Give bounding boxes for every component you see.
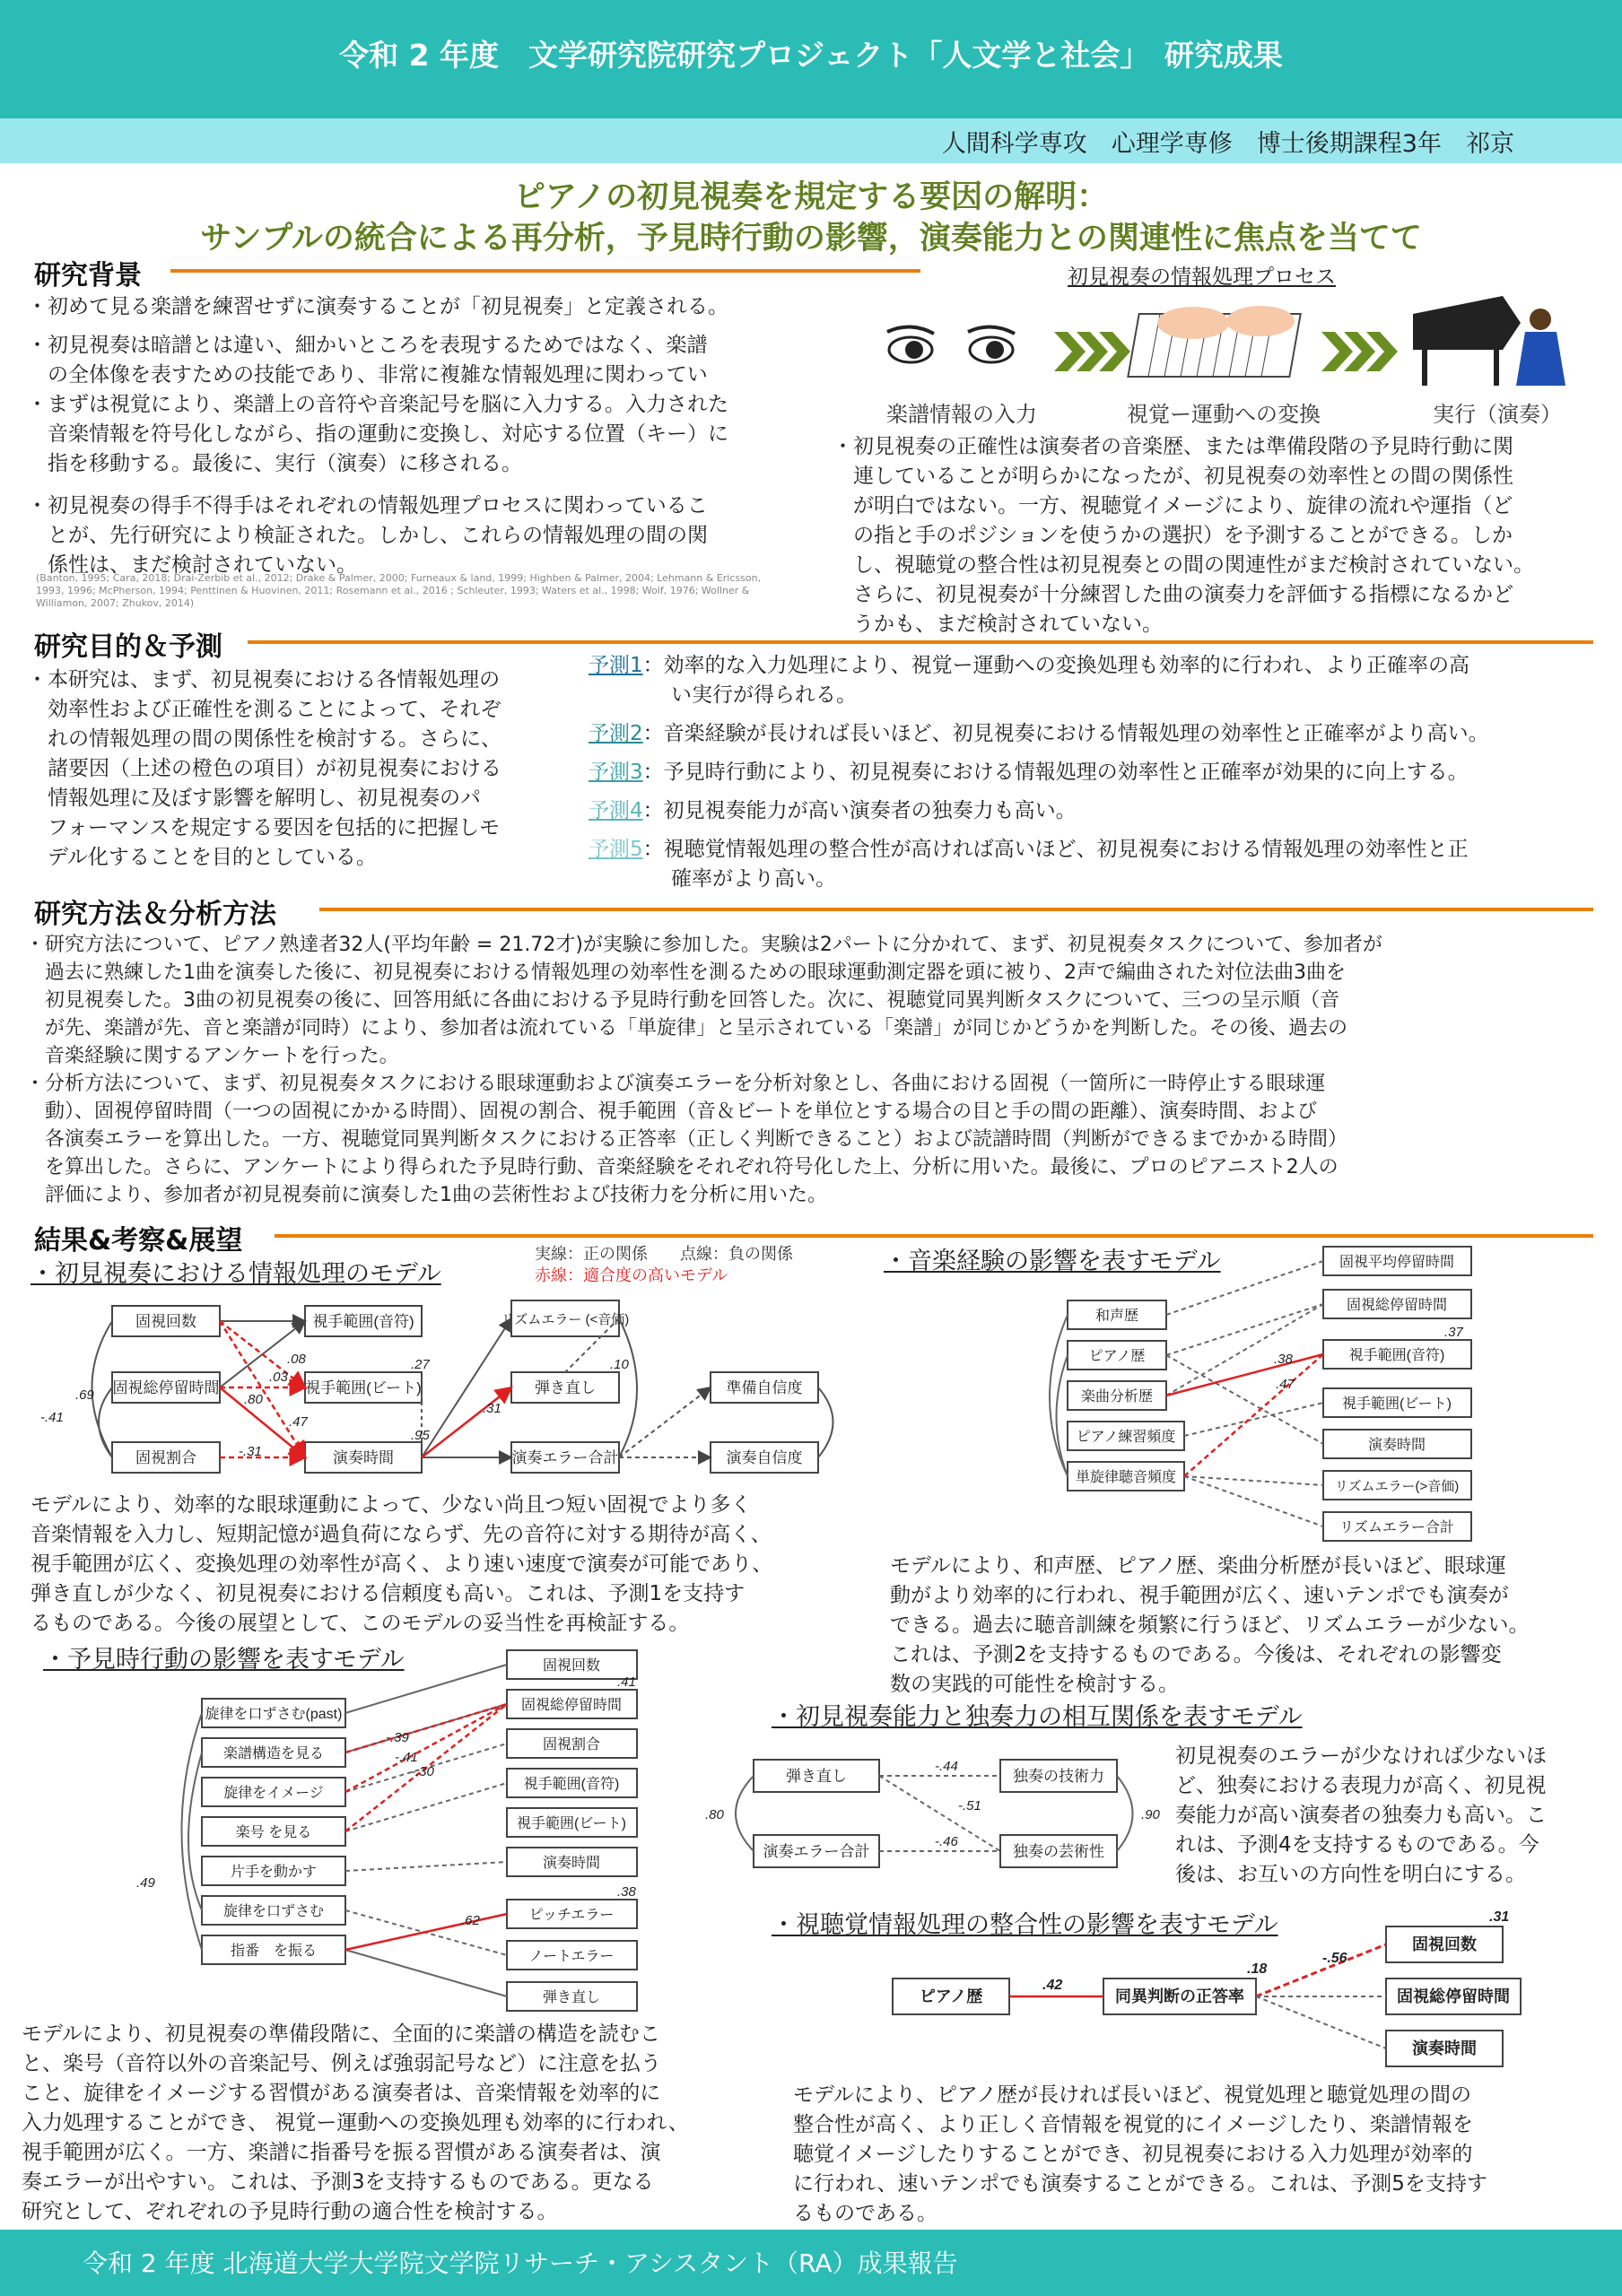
svg-text:-.41: -.41 <box>395 1750 418 1765</box>
svg-text:.38: .38 <box>617 1884 636 1900</box>
svg-text:.41: .41 <box>617 1674 636 1690</box>
svg-text:-.51: -.51 <box>958 1798 981 1813</box>
m1-node: 固視総停留時間 <box>112 1379 220 1396</box>
svg-text:.47: .47 <box>1276 1377 1295 1392</box>
section-rule <box>170 269 920 273</box>
m1-node: 弾き直し <box>535 1379 596 1396</box>
model3-text: モデルにより、初見視奏の準備段階に、全面的に楽譜の構造を読むこ と、楽号（音符以外の音楽記号、例えば強弱記号など）に注意を払う こと、旋律をイメージする習慣がある演奏者は、音楽情報を効率的に 入力処理することができ、 視覚ー運動への変換処理も効率的に行われ、 視手範囲が広く。一方、楽譜に指番号を振る習慣がある演奏者は、演 奏エラーが出やすい。これは、予測3を支持するものである。更なる 研究として、ぞれぞれの予見時行動の適合性を検討する。 <box>22 2022 689 2223</box>
svg-text:.37: .37 <box>1444 1325 1463 1340</box>
header-title: 令和 2 年度 文学研究院研究プロジェクト「人文学と社会」 研究成果 <box>339 38 1283 73</box>
footer-text: 令和 2 年度 北海道大学大学院文学院リサーチ・アシスタント（RA）成果報告 <box>83 2248 958 2278</box>
model3-title: ・予見時行動の影響を表すモデル <box>43 1646 405 1674</box>
svg-text:.49: .49 <box>136 1875 155 1891</box>
svg-text:-.39: -.39 <box>386 1730 409 1745</box>
svg-text:固視総停留時間: 固視総停留時間 <box>1397 1987 1510 2005</box>
svg-text:独奏の技術力: 独奏の技術力 <box>1013 1768 1104 1785</box>
purpose-text: ・本研究は、まず、初見視奏における各情報処理の 効率性および正確性を測ることによって、それぞ れの情報処理の間の関係性を検討する。さらに、 諸要因（上述の橙色の項目）が初見視奏における 情報処理に及ぼす影響を解明し、初見視奏のパ フォーマンスを規定する要因を包括的に把握しモ デル化することを目的としている。 <box>27 668 501 869</box>
svg-text:.18: .18 <box>1247 1961 1268 1977</box>
svg-text:演奏エラー合計: 演奏エラー合計 <box>763 1843 870 1860</box>
m1-node: 固視割合 <box>135 1449 196 1466</box>
model2-text: モデルにより、和声歴、ピアノ歴、楽曲分析歴が長いほど、眼球運 動がより効率的に行われ、視手範囲が広く、速いテンポでも演奏が できる。過去に聴音訓練を頻繁に行うほど、リズムエラーが少ない。 これは、予測2を支持するものである。今後は、それぞれの影響変 数の実践的可能性を検討する。 <box>890 1554 1530 1696</box>
svg-text:.27: .27 <box>411 1357 430 1372</box>
svg-text:.08: .08 <box>287 1352 306 1367</box>
section-heading-purpose: 研究目的＆予測 <box>34 631 222 663</box>
model5-text: モデルにより、ピアノ歴が長ければ長いほど、視覚処理と聴覚処理の間の 整合性が高く、より正しく音情報を視覚的にイメージしたり、楽譜情報を 聴覚イメージしたりすることができ、初見視奏における入力処理が効率的 に行われ、速いテンポでも演奏することができる。これは、予測5を支持す るものである。 <box>793 2083 1487 2225</box>
svg-text:弾き直し: 弾き直し <box>786 1768 847 1785</box>
svg-text:独奏の芸術性: 独奏の芸術性 <box>1013 1843 1104 1860</box>
process-caption-execute: 実行（演奏） <box>1433 402 1562 427</box>
svg-text:楽譜構造を見る: 楽譜構造を見る <box>222 1746 325 1761</box>
svg-text:楽曲分析歴: 楽曲分析歴 <box>1080 1389 1154 1405</box>
svg-text:片手を動かす: 片手を動かす <box>230 1865 318 1880</box>
svg-text:.80: .80 <box>705 1807 724 1822</box>
eyes-icon <box>887 326 1015 362</box>
background-text: ・初めて見る楽譜を練習せずに演奏することが「初見視奏」と定義される。 ・初見視奏は暗譜とは違い、細かいところを表現するためではなく、楽譜 の全体像を表すための技能であり、非常に複雑な情報処理に関わってい ・まずは視覚により、楽譜上の音符や音楽記号を脳に入力する。入力された 音楽情報を符号化しながら、指の運動に変換し、対応する位置（キー）に 指を移動する。最後に、実行（演奏）に移される。 ・初見視奏の得手不得手はそれぞれの情報処理プロセスに関わっているこ とが、先行研究により検証された。しかし、これらの情報処理の間の関 係性は、まだ検討されていない。 <box>27 295 728 577</box>
poster-title-line1: ピアノの初見視奏を規定する要因の解明： <box>513 179 1109 215</box>
model2-title: ・音楽経験の影響を表すモデル <box>884 1248 1221 1275</box>
process-illustration <box>875 287 1610 395</box>
legend-red-line: 赤線：適合度の高いモデル <box>535 1266 728 1285</box>
svg-text:-.56: -.56 <box>1322 1951 1347 1966</box>
svg-text:.10: .10 <box>610 1357 629 1372</box>
svg-text:ピアノ歴: ピアノ歴 <box>1088 1349 1146 1364</box>
svg-text:固視割合: 固視割合 <box>542 1737 601 1752</box>
model2-diagram <box>1023 1238 1489 1552</box>
svg-text:.31: .31 <box>483 1401 501 1416</box>
svg-text:演奏時間: 演奏時間 <box>542 1856 601 1871</box>
svg-text:視手範囲(ビート): 視手範囲(ビート) <box>1341 1396 1452 1412</box>
svg-text:視手範囲(音符): 視手範囲(音符) <box>1348 1348 1445 1363</box>
model1-diagram <box>36 1292 861 1489</box>
svg-text:ピッチエラー: ピッチエラー <box>528 1908 615 1923</box>
process-caption-convert: 視覚ー運動への変換 <box>1127 402 1321 427</box>
model5-diagram <box>879 1910 1543 2081</box>
svg-text:ピアノ練習頻度: ピアノ練習頻度 <box>1076 1430 1176 1445</box>
svg-text:和声歴: 和声歴 <box>1094 1309 1139 1324</box>
m1-node: 演奏エラー合計 <box>511 1449 619 1466</box>
svg-text:旋律をイメージ: 旋律をイメージ <box>223 1786 324 1801</box>
piano-hands-icon <box>1128 306 1300 377</box>
svg-text:.80: .80 <box>244 1392 263 1407</box>
svg-text:.62: .62 <box>461 1913 480 1928</box>
svg-text:楽号 を見る: 楽号 を見る <box>235 1825 312 1840</box>
model5-title: ・視聴覚情報処理の整合性の影響を表すモデル <box>772 1911 1278 1939</box>
svg-text:固視回数: 固視回数 <box>1412 1935 1477 1953</box>
svg-text:.03: .03 <box>269 1370 288 1385</box>
process-caption-input: 楽譜情報の入力 <box>886 402 1037 427</box>
svg-text:指番 を振る: 指番 を振る <box>230 1944 318 1959</box>
svg-text:同異判断の正答率: 同異判断の正答率 <box>1115 1987 1244 2005</box>
svg-text:視手範囲(音符): 視手範囲(音符) <box>523 1777 620 1792</box>
section-heading-method: 研究方法＆分析方法 <box>34 899 276 930</box>
svg-text:-.41: -.41 <box>40 1410 64 1425</box>
svg-text:.95: .95 <box>411 1428 430 1443</box>
svg-text:-.44: -.44 <box>935 1759 958 1774</box>
references: (Banton, 1995; Cara, 2018; Drai-Zerbib et al., 2012; Drake & Palmer, 2000; Furneaux & land, 1999; Highben & Palmer, 2004; Lehmann & Ericsson, 1993, 1996; McPherson, 1994; Penttinen & Huovinen, 2011; Rosemann et al., 2016 ; Schleuter, 1993; Waters et al., 1998; Wolf, 1976; Wollner & Williamon, 2007; Zhukov, 2014) <box>36 572 762 609</box>
svg-text:.42: .42 <box>1042 1978 1063 1993</box>
m1-node: 演奏自信度 <box>726 1449 803 1466</box>
svg-text:固視総停留時間: 固視総停留時間 <box>520 1698 623 1713</box>
svg-text:弾き直し: 弾き直し <box>542 1990 601 2005</box>
svg-text:ノートエラー: ノートエラー <box>528 1949 615 1964</box>
process-title: 初見視奏の情報処理プロセス <box>1068 265 1336 289</box>
section-heading-results: 結果&考察&展望 <box>34 1225 243 1257</box>
svg-text:.47: .47 <box>289 1414 308 1430</box>
svg-text:単旋律聴音頻度: 単旋律聴音頻度 <box>1075 1470 1177 1485</box>
svg-text:ピアノ歴: ピアノ歴 <box>919 1987 983 2005</box>
method-text: ・研究方法について、ピアノ熟達者32人(平均年齢 = 21.72才)が実験に参加した。実験は2パートに分かれて、まず、初見視奏タスクについて、参加者が 過去に熟練した1曲を演奏した後に、初見視奏における情報処理の効率性を測るための眼球運動測定器を頭に被り、2声で編曲された対位法曲3曲を 初見視奏した。3曲の初見視奏の後に、回答用紙に各曲における予見時行動を回答した。次に、視聴覚同異判断タスクについて、三つの呈示順（音 が先、楽譜が先、音と楽譜が同時）により、参加者は流れている「単旋律」と呈示されている「楽譜」が同じかどうかを判断した。その後、過去の 音楽経験に関するアンケートを行った。 ・分析方法について、まず、初見視奏タスクにおける眼球運動および演奏エラーを分析対象とし、各曲における固視（一箇所に一時停止する眼球運 動）、固視停留時間（一つの固視にかかる時間）、固視の割合、視手範囲（音＆ビートを単位とする場合の目と手の間の距離）、演奏時間、および 各演奏エラーを算出した。一方、視聴覚同異判断タスクにおける正答率（正しく判断できること）および読譜時間（判断ができるまでかかる時間） を算出した。さらに、アンケートにより得られた予見時行動、音楽経験をそれぞれ符号化した上、分析に用いた。最後に、プロのピアニスト2人の 評価により、参加者が初見視奏前に演奏した1曲の芸術性および技術力を分析に用いた。 <box>25 934 1382 1206</box>
predictions: 予測1：効率的な入力処理により、視覚ー運動への変換処理も効率的に行われ、より正確率の高 い実行が得られる。 予測2：音楽経験が長ければ長いほど、初見視奏における情報処理の効率性と正確率がより高い。 予測3：予見時行動により、初見視奏における情報処理の効率性と正確率が効果的に向上する。 予測4：初見視奏能力が高い演奏者の独奏力も高い。 予測5：視聴覚情報処理の整合性が高ければ高いほど、初見視奏における情報処理の効率性と正 確率がより高い。 <box>589 654 1489 891</box>
svg-text:-.31: -.31 <box>239 1444 262 1459</box>
m1-node: 固視回数 <box>135 1313 196 1330</box>
model4-diagram <box>700 1740 1166 1892</box>
grand-piano-icon <box>1413 296 1565 386</box>
svg-text:リズムエラー合計: リズムエラー合計 <box>1339 1520 1454 1535</box>
section-rule <box>319 908 1593 911</box>
svg-text:固視回数: 固視回数 <box>542 1658 601 1674</box>
svg-text:-.46: -.46 <box>935 1834 958 1849</box>
m1-node: 準備自信度 <box>726 1379 803 1396</box>
model3-diagram <box>126 1641 664 2018</box>
author-line: 人間科学専攻 心理学専修 博士後期課程3年 祁京 <box>941 130 1514 158</box>
svg-text:固視平均停留時間: 固視平均停留時間 <box>1339 1255 1455 1270</box>
svg-text:演奏時間: 演奏時間 <box>1367 1438 1426 1453</box>
model4-title: ・初見視奏能力と独奏力の相互関係を表すモデル <box>772 1703 1303 1731</box>
svg-text:固視総停留時間: 固視総停留時間 <box>1346 1298 1448 1313</box>
section-rule <box>248 640 1593 644</box>
svg-text:旋律を口ずさむ: 旋律を口ずさむ <box>222 1904 325 1919</box>
svg-text:.31: .31 <box>1489 1910 1510 1925</box>
svg-text:リズムエラー(>音価): リズムエラー(>音価) <box>1334 1479 1460 1494</box>
m1-node: 演奏時間 <box>333 1449 394 1466</box>
background-right-text: ・初見視奏の正確性は演奏者の音楽歴、または準備段階の予見時行動に関 連していることが明らかになったが、初見視奏の効率性との間の関係性 が明白ではない。一方、視聴覚イメージにより、旋律の流れや運指（ど の指と手のポジションを使うかの選択）を予測することができる。しか し、視聴覚の整合性は初見視奏との間の関連性がまだ検討されていない。 さらに、初見視奏が十分練習した曲の演奏力を評価する指標になるかど うかも、まだ検討されていない。 <box>833 435 1534 636</box>
m1-node: 視手範囲(ビート) <box>305 1379 422 1396</box>
model4-text: 初見視奏のエラーが少なければ少ないほ ど、独奏における表現力が高く、初見視 奏能力が高い演奏者の独奏力も高い。こ れは、予測4を支持するものである。今 後は、お互いの方向性を明白にする。 <box>1175 1744 1547 1886</box>
svg-text:旋律を口ずさむ(past): 旋律を口ずさむ(past) <box>205 1707 343 1722</box>
svg-text:視手範囲(ビート): 視手範囲(ビート) <box>516 1816 627 1831</box>
m1-node: 視手範囲(音符) <box>312 1313 414 1330</box>
svg-text:.69: .69 <box>75 1387 94 1403</box>
svg-text:.38: .38 <box>1274 1352 1293 1367</box>
svg-text:-.30: -.30 <box>411 1764 434 1779</box>
svg-text:.90: .90 <box>1141 1807 1160 1822</box>
model1-text: モデルにより、効率的な眼球運動によって、少ない尚且つ短い固視でより多く 音楽情報を入力し、短期記憶が過負荷にならず、先の音符に対する期待が高く、 視手範囲が広く、変換処理の効率性が高く、より速い速度で演奏が可能であり、 弾き直しが少なく、初見視奏における信頼度も高い。これは、予測1を支持す るものである。今後の展望として、このモデルの妥当性を再検証する。 <box>31 1493 773 1635</box>
legend-line-style: 実線：正の関係 点線：負の関係 <box>535 1245 793 1264</box>
section-heading-background: 研究背景 <box>34 260 142 291</box>
m1-node: リズムエラー (<音価) <box>501 1312 630 1327</box>
svg-text:演奏時間: 演奏時間 <box>1412 2039 1477 2057</box>
model1-title: ・初見視奏における情報処理のモデル <box>31 1260 441 1288</box>
poster-title-line2: サンプルの統合による再分析，予見時行動の影響，演奏能力との関連性に焦点を当てて <box>200 221 1422 257</box>
